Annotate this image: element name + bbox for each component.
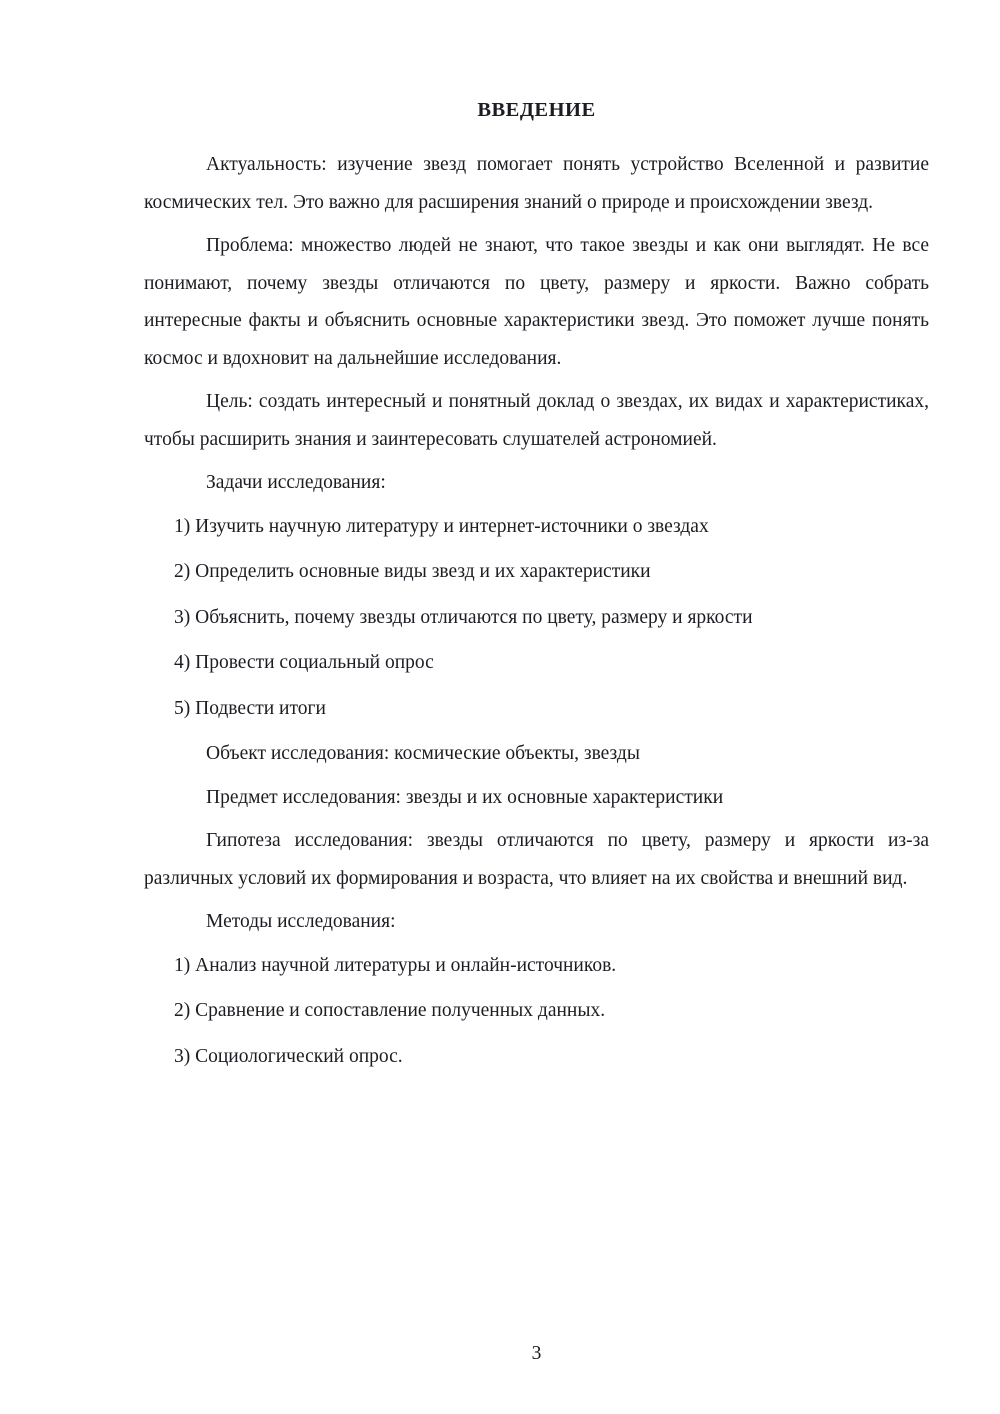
method-list-item-2: 2) Сравнение и сопоставление полученных данных. <box>174 1000 606 1021</box>
methods-heading: Методы исследования: <box>206 911 396 932</box>
paragraph-hypothesis: Гипотеза исследования: звезды отличаются по цвету, размеру и яркости из-за различных условий их формирования и возраста, что влияет на их свойства и внешний вид. <box>144 830 929 889</box>
method-list-item-3: 3) Социологический опрос. <box>174 1045 403 1067</box>
paragraph-aktualnost: Актуальность: изучение звезд помогает понять устройство Вселенной и развитие космических тел. Это важно для расширения знаний о природе и происхождении звезд. <box>144 154 929 213</box>
paragraph-object: Объект исследования: космические объекты, звезды <box>206 743 640 764</box>
paragraph-problema: Проблема: множество людей не знают, что такое звезды и как они выглядят. Не все понимают, почему звезды отличаются по цвету, размеру и яркости. Важно собрать интересные факты и объяснить основные характеристики звезд. Это поможет лучше понять космос и вдохновит на дальнейшие исследования. <box>144 235 929 369</box>
page-number: 3 <box>531 1343 542 1364</box>
paragraph-subject: Предмет исследования: звезды и их основные характеристики <box>206 786 724 808</box>
paragraph-tsel: Цель: создать интересный и понятный доклад о звездах, их видах и характеристиках, чтобы расширить знания и заинтересовать слушателей астрономией. <box>144 391 929 450</box>
tasks-heading: Задачи исследования: <box>206 472 386 493</box>
task-list-item-3: 3) Объяснить, почему звезды отличаются по цвету, размеру и яркости <box>174 606 753 628</box>
task-list-item-4: 4) Провести социальный опрос <box>174 652 434 673</box>
task-list-item-5: 5) Подвести итоги <box>174 697 326 719</box>
page-title: ВВЕДЕНИЕ <box>477 99 596 121</box>
task-list-item-1: 1) Изучить научную литературу и интернет-источники о звездах <box>174 515 709 537</box>
method-list-item-1: 1) Анализ научной литературы и онлайн-источников. <box>174 954 617 976</box>
task-list-item-2: 2) Определить основные виды звезд и их характеристики <box>174 561 651 582</box>
